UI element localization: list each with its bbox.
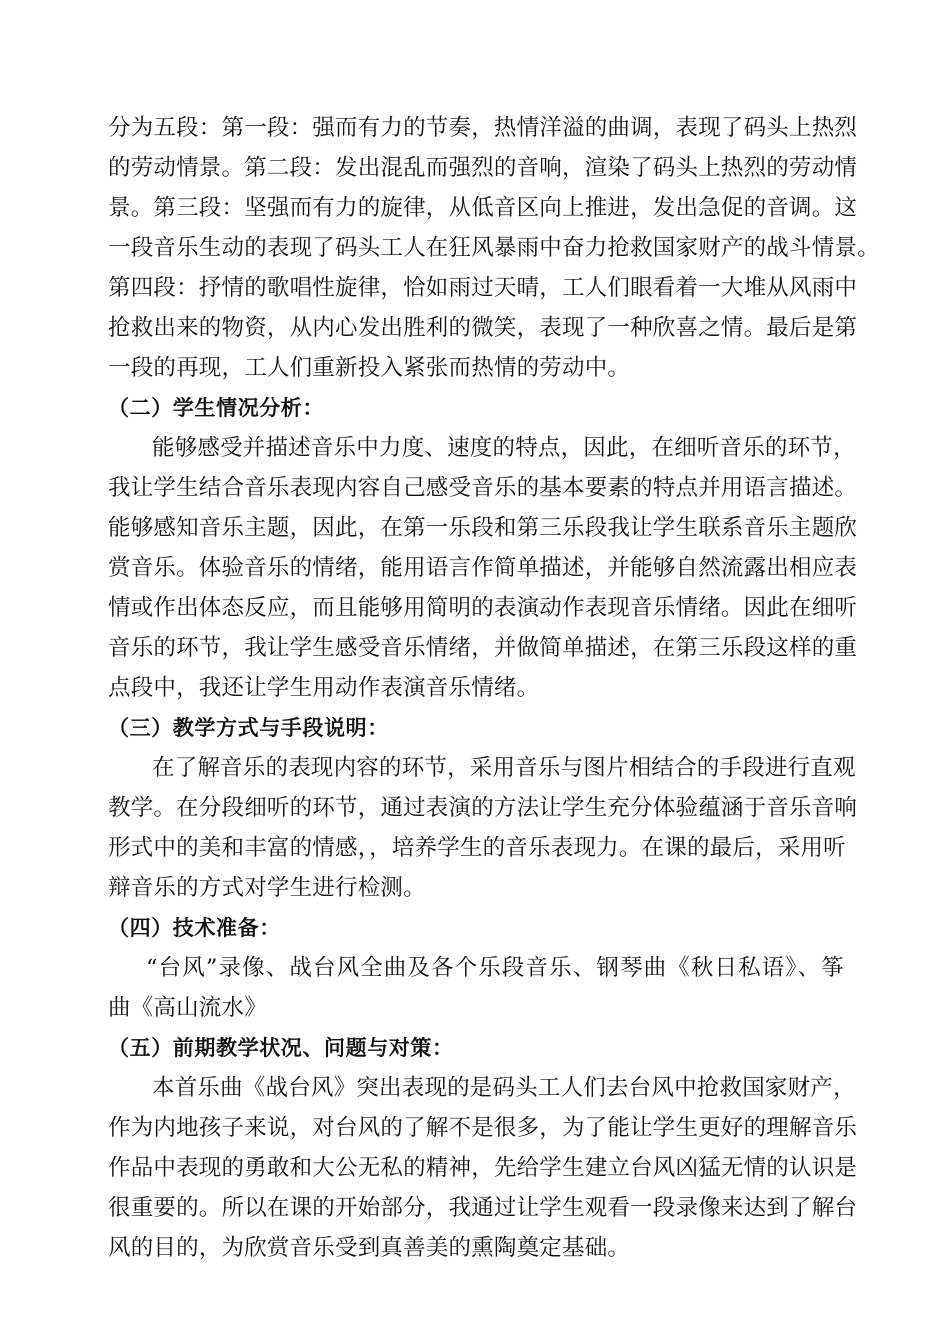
prior-line-1: 本首乐曲《战台风》突出表现的是码头工人们去台风中抢救国家财产， xyxy=(152,1075,856,1101)
intro-line-4: 一段音乐生动的表现了码头工人在狂风暴雨中奋力抢救国家财产的战斗情景。 xyxy=(108,235,880,261)
intro-line-6: 抢救出来的物资，从内心发出胜利的微笑，表现了一种欣喜之情。最后是第 xyxy=(108,315,858,341)
intro-line-1: 分为五段：第一段：强而有力的节奏，热情洋溢的曲调，表现了码头上热烈 xyxy=(108,115,858,141)
methods-line-3: 形式中的美和丰富的情感，，培养学生的音乐表现力。在课的最后，采用听 xyxy=(108,835,846,861)
intro-line-2: 的劳动情景。第二段：发出混乱而强烈的音响，渲染了码头上热烈的劳动情 xyxy=(108,155,858,181)
students-line-6: 音乐的环节，我让学生感受音乐情绪，并做简单描述，在第三乐段这样的重 xyxy=(108,635,858,661)
section-heading-tech: （四）技术准备： xyxy=(108,916,281,940)
methods-line-2: 教学。在分段细听的环节，通过表演的方法让学生充分体验蕴涵于音乐音响 xyxy=(108,795,858,821)
tech-line-2: 曲《高山流水》 xyxy=(108,995,267,1021)
students-line-1: 能够感受并描述音乐中力度、速度的特点，因此，在细听音乐的环节， xyxy=(152,435,856,461)
methods-line-4: 辩音乐的方式对学生进行检测。 xyxy=(108,875,426,901)
prior-line-4: 很重要的。所以在课的开始部分，我通过让学生观看一段录像来达到了解台 xyxy=(108,1195,858,1221)
section-heading-methods: （三）教学方式与手段说明： xyxy=(108,716,389,740)
section-heading-students: （二）学生情况分析： xyxy=(108,396,324,420)
tech-line-1: “台风”录像、战台风全曲及各个乐段音乐、钢琴曲《秋日私语》、筝 xyxy=(146,955,844,981)
students-line-4: 赏音乐。体验音乐的情绪，能用语言作简单描述，并能够自然流露出相应表 xyxy=(108,555,858,581)
intro-line-3: 景。第三段：坚强而有力的旋律，从低音区向上推进，发出急促的音调。这 xyxy=(108,195,858,221)
prior-line-3: 作品中表现的勇敢和大公无私的精神，先给学生建立台风凶猛无情的认识是 xyxy=(108,1155,858,1181)
students-line-5: 情或作出体态反应，而且能够用简明的表演动作表现音乐情绪。因此在细听 xyxy=(108,595,858,621)
students-line-3: 能够感知音乐主题，因此，在第一乐段和第三乐段我让学生联系音乐主题欣 xyxy=(108,515,858,541)
section-heading-prior: （五）前期教学状况、问题与对策： xyxy=(108,1036,454,1060)
prior-line-2: 作为内地孩子来说，对台风的了解不是很多，为了能让学生更好的理解音乐 xyxy=(108,1115,858,1141)
intro-line-5: 第四段：抒情的歌唱性旋律，恰如雨过天晴，工人们眼看着一大堆从风雨中 xyxy=(108,275,858,301)
intro-line-7: 一段的再现，工人们重新投入紧张而热情的劳动中。 xyxy=(108,355,631,381)
methods-line-1: 在了解音乐的表现内容的环节，采用音乐与图片相结合的手段进行直观 xyxy=(152,755,856,781)
students-line-2: 我让学生结合音乐表现内容自己感受音乐的基本要素的特点并用语言描述。 xyxy=(108,475,858,501)
students-line-7: 点段中，我还让学生用动作表演音乐情绪。 xyxy=(108,675,540,701)
prior-line-5: 风的目的，为欣赏音乐受到真善美的熏陶奠定基础。 xyxy=(108,1235,631,1261)
